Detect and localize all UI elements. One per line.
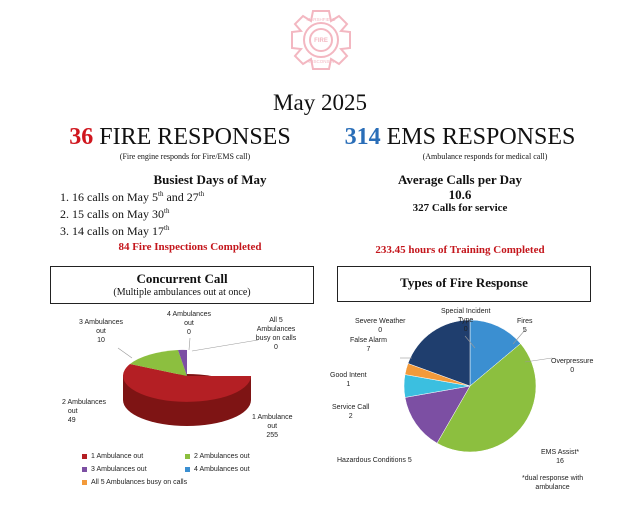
legend-4-ambulances: 4 Ambulances out xyxy=(185,466,250,473)
label-2-ambulances: 2 Ambulances out 49 xyxy=(62,399,106,424)
leader-line-4 xyxy=(189,338,190,350)
fire-responses-label: FIRE RESPONSES xyxy=(99,124,291,150)
fire-responses-count: 36 xyxy=(69,124,94,150)
busiest-day-item: 1. 16 calls on May 5th and 27th xyxy=(72,187,312,204)
label-ems-assist: EMS Assist* 16 xyxy=(541,449,580,465)
legend-3-ambulances: 3 Ambulances out xyxy=(82,466,147,473)
label-overpressure: Overpressure 0 xyxy=(551,358,594,374)
label-hazardous-conditions: Hazardous Conditions 5 xyxy=(337,457,412,464)
fire-responses-subtitle: (Fire engine responds for Fire/EMS call) xyxy=(119,152,251,161)
ems-responses-subtitle: (Ambulance responds for medical call) xyxy=(422,152,548,161)
leader-line-5 xyxy=(192,340,258,351)
busiest-days-list xyxy=(52,187,312,238)
legend-swatch xyxy=(82,454,87,459)
label-3-ambulances: 3 Ambulances out 10 xyxy=(79,319,123,344)
concurrent-call-box xyxy=(50,266,314,304)
label-all-5-ambulances: All 5 Ambulances busy on calls 0 xyxy=(255,317,297,351)
ems-responses-label: EMS RESPONSES xyxy=(386,124,576,150)
fire-responses-heading xyxy=(40,124,320,151)
legend-1-ambulance: 1 Ambulance out xyxy=(82,453,143,460)
label-special-incident: Special Incident Type 0 xyxy=(441,308,491,333)
calls-for-service: 327 Calls for service xyxy=(412,202,508,214)
busiest-day-item: 2. 15 calls on May 30th xyxy=(72,204,312,221)
concurrent-call-title: Concurrent Call xyxy=(136,271,228,286)
label-severe-weather: Severe Weather 0 xyxy=(355,318,406,334)
legend-swatch xyxy=(82,480,87,485)
label-service-call: Service Call 2 xyxy=(332,404,370,420)
fire-types-title: Types of Fire Response xyxy=(400,275,528,290)
fire-department-logo xyxy=(289,8,353,72)
legend-swatch xyxy=(185,467,190,472)
busiest-days-title: Busiest Days of May xyxy=(153,172,267,187)
label-false-alarm: False Alarm 7 xyxy=(350,337,387,353)
label-good-intent: Good Intent 1 xyxy=(330,372,367,388)
average-calls-value: 10.6 xyxy=(448,187,472,202)
leader-line-3 xyxy=(118,348,132,358)
fire-inspections: 84 Fire Inspections Completed xyxy=(118,241,262,253)
legend-all-5: All 5 Ambulances busy on calls xyxy=(82,479,187,486)
busiest-day-item: 3. 14 calls on May 17th xyxy=(72,221,312,238)
concurrent-call-subtitle: (Multiple ambulances out at once) xyxy=(113,287,251,298)
legend-swatch xyxy=(185,454,190,459)
fire-types-footnote: *dual response with ambulance xyxy=(522,475,584,491)
training-hours: 233.45 hours of Training Completed xyxy=(375,244,545,256)
ems-responses-heading xyxy=(320,124,600,151)
label-1-ambulance: 1 Ambulance out 255 xyxy=(252,414,293,439)
logo-top-text: MARSHFIELD xyxy=(306,17,336,22)
legend-swatch xyxy=(82,467,87,472)
legend-2-ambulances: 2 Ambulances out xyxy=(185,453,250,460)
report-month: May 2025 xyxy=(273,90,367,115)
label-fires: Fires 5 xyxy=(517,318,533,334)
ems-responses-count: 314 xyxy=(344,124,381,150)
fire-types-box xyxy=(337,266,591,302)
label-4-ambulances: 4 Ambulances out 0 xyxy=(167,311,211,336)
logo-center-text: FIRE xyxy=(314,38,328,44)
logo-bottom-text: WISCONSIN xyxy=(307,59,335,64)
average-calls-title: Average Calls per Day xyxy=(397,172,523,187)
